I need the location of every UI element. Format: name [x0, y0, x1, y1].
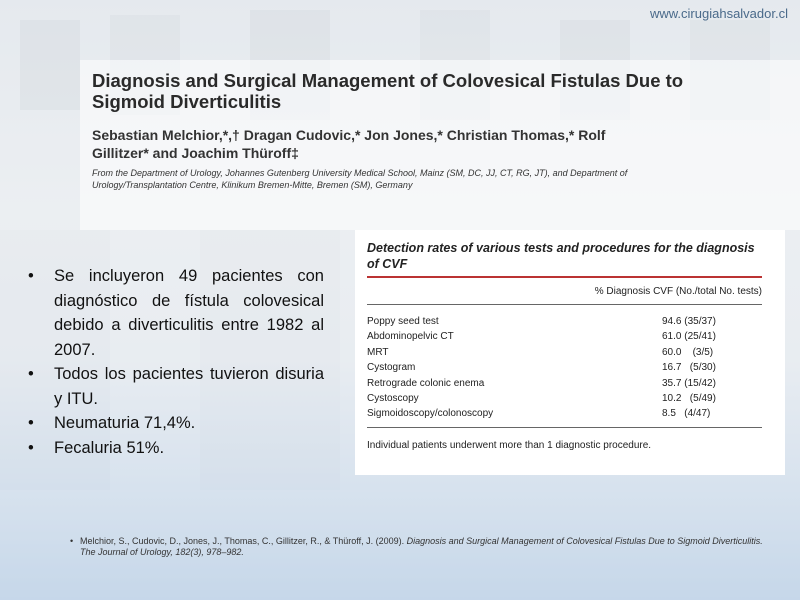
table-row [367, 360, 762, 375]
bullet-item: • Fecaluria 51%. [28, 436, 324, 461]
bullet-list [28, 264, 324, 460]
bullet-item: • Neumaturia 71,4%. [28, 411, 324, 436]
table-row [367, 376, 762, 391]
row-label: Abdominopelvic CT [367, 331, 454, 343]
citation-authors: Melchior, S., Cudovic, D., Jones, J., Thomas, C., Gillitzer, R., & Thüroff, J. (2009). [80, 536, 407, 546]
table-column-header: % Diagnosis CVF (No./total No. tests) [594, 286, 762, 297]
paper-authors: Sebastian Melchior,*,† Dragan Cudovic,* Jon Jones,* Christian Thomas,* Rolf Gillitzer* and Joachim Thüroff‡ [92, 127, 606, 161]
row-label: Cystoscopy [367, 393, 419, 405]
row-value: 10.2 (5/49) [662, 393, 716, 405]
row-label: Poppy seed test [367, 316, 439, 327]
row-value: 61.0 (25/41) [662, 331, 716, 343]
table-row [367, 406, 762, 421]
citation-title: Diagnosis and Surgical Management of Colovesical Fistulas Due to Sigmoid Diverticulitis. The Journal of Urology, 182(3), 978–982. [80, 536, 763, 557]
row-value: 16.7 (5/30) [662, 362, 716, 374]
table-row [367, 314, 762, 329]
row-label: Cystogram [367, 362, 416, 374]
bullet-item: • Se incluyeron 49 pacientes con diagnóstico de fístula colovesical debido a diverticulitis entre 1982 al 2007. [28, 264, 324, 362]
citation [70, 536, 770, 558]
paper-title: Diagnosis and Surgical Management of Colovesical Fistulas Due to Sigmoid Diverticulitis [92, 70, 684, 112]
site-url: www.cirugiahsalvador.cl [649, 6, 788, 21]
row-value: 94.6 (35/37) [662, 316, 716, 327]
row-value: 60.0 (3/5) [662, 346, 714, 358]
row-label: Sigmoidoscopy/colonoscopy [367, 408, 494, 420]
detection-rates-table [355, 230, 785, 475]
paper-affiliation: From the Department of Urology, Johannes Gutenberg University Medical School, Mainz (SM, DC, JJ, CT, RG, JT), and Department of Urology/Transplantation Centre, Klinikum Bremen-Mitte, Bremen (SM), Germany [92, 168, 628, 190]
table-title: Detection rates of various tests and procedures for the diagnosis of CVF [367, 241, 755, 271]
row-label: MRT [367, 346, 389, 358]
table-row [367, 345, 762, 360]
row-label: Retrograde colonic enema [367, 377, 485, 389]
table-row [367, 391, 762, 406]
table-divider [367, 427, 762, 428]
table-divider [367, 276, 762, 278]
citation-bullet: • [70, 536, 74, 546]
table-footnote: Individual patients underwent more than 1 diagnostic procedure. [367, 440, 652, 451]
table-row [367, 329, 762, 344]
bullet-item: • Todos los pacientes tuvieron disuria y ITU. [28, 362, 324, 411]
row-value: 35.7 (15/42) [662, 377, 716, 389]
row-value: 8.5 (4/47) [662, 408, 711, 420]
table-divider [367, 304, 762, 305]
table-body [367, 314, 762, 422]
